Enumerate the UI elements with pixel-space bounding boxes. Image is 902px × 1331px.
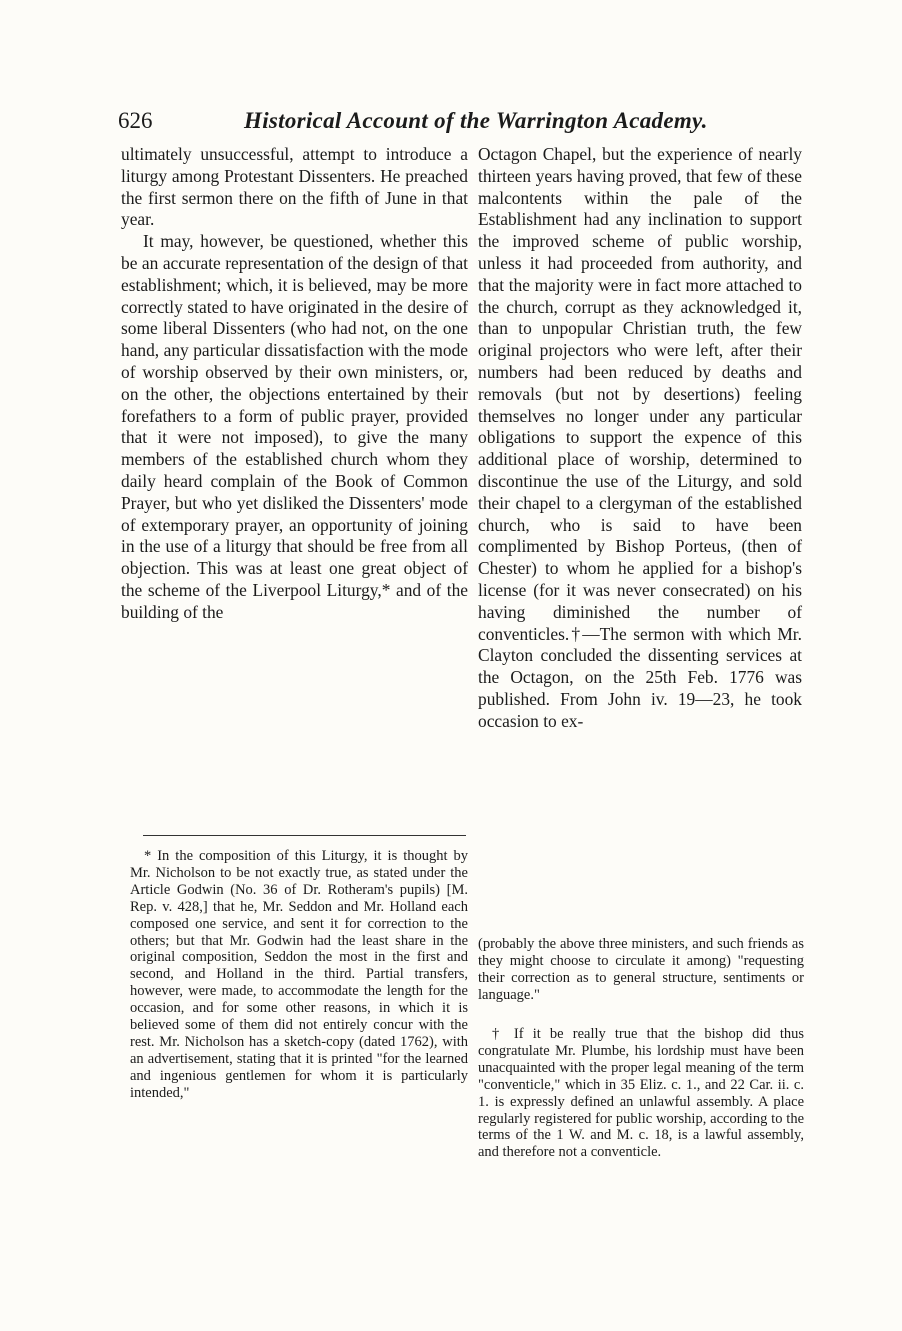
footnote-star-continued-text: (probably the above three ministers, and such friends as they might choose to circulate it among) "requesting their correction as to general structure, sentiments or language." [478, 936, 804, 1003]
footnote-dagger-text: † If it be really true that the bishop did thus congratulate Mr. Plumbe, his lordship must have been unacquainted with the proper legal meaning of the term "conventicle," which in 35 Eliz. c. 1., and 22 Car. ii. c. 1. is expressly defined an unlawful assembly. A place regularly registered for public worship, according to the terms of the 1 W. and M. c. 18, is a lawful assembly, and therefore not a conventicle. [478, 1026, 804, 1161]
left-paragraph-2: It may, however, be questioned, whether this be an accurate representation of the design of that establishment; which, it is believed, may be more correctly stated to have originated in the desire of some liberal Dissenters (who had not, on the one hand, any particular dissatisfaction with the mode of worship observed by their own ministers, or, on the other, the objections entertained by their forefathers to a form of public prayer, provided that it were not imposed), to give the many members of the established church whom they daily heard complain of the Book of Common Prayer, but who yet disliked the Dissenters' mode of extemporary prayer, an opportunity of joining in the use of a liturgy that should be free from all objection. This was at least one great object of the scheme of the Liverpool Liturgy,* and of the building of the [121, 231, 468, 622]
footnote-dagger [478, 1026, 804, 1161]
page-number: 626 [118, 108, 153, 133]
running-header [118, 108, 808, 138]
left-paragraph-1: ultimately unsuccessful, attempt to introduce a liturgy among Protestant Dissenters. He preached the first sermon there on the fifth of June in that year. [121, 144, 468, 230]
right-paragraph-1: Octagon Chapel, but the experience of nearly thirteen years having proved, that few of these malcontents within the pale of the Establishment had any inclination to support the improved scheme of public worship, unless it had proceeded from authority, and that the majority were in fact more attached to the church, corrupt as they acknowledged it, than to unpopular Christian truth, the few original projectors who were left, after their numbers had been reduced by deaths and removals (but not by desertions) feeling themselves no longer under any particular obligations to support the expence of this additional place of worship, determined to discontinue the use of the Liturgy, and sold their chapel to a clergyman of the established church, who is said to have been complimented by Bishop Porteus, (then of Chester) to whom he applied for a bishop's license (for it was never consecrated) on his having diminished the number of conventicles.†—The sermon with which Mr. Clayton concluded the dissenting services at the Octagon, on the 25th Feb. 1776 was published. From John iv. 19—23, he took occasion to ex- [478, 144, 802, 731]
right-column [478, 144, 802, 733]
footnote-star-text: * In the composition of this Liturgy, it is thought by Mr. Nicholson to be not exactly true, as stated under the Article Godwin (No. 36 of Dr. Rotheram's pupils) [M. Rep. v. 428,] that he, Mr. Seddon and Mr. Holland each composed one service, and sent it for correction to the others; but that Mr. Godwin had the least share in the original composition, Seddon the most in the first and second, and Holland in the third. Partial transfers, however, were made, to accommodate the length for the occasion, and for some other reasons, in which it is believed some of them did not entirely concur with the rest. Mr. Nicholson has a sketch-copy (dated 1762), with an advertisement, stating that it is printed "for the learned and ingenious gentlemen for whom it is particularly intended," [130, 848, 468, 1101]
footnote-star [130, 848, 468, 1102]
left-column [121, 144, 468, 624]
footnote-rule [143, 835, 466, 836]
footnote-star-continued [478, 936, 804, 1004]
running-title: Historical Account of the Warrington Academy. [244, 108, 708, 133]
